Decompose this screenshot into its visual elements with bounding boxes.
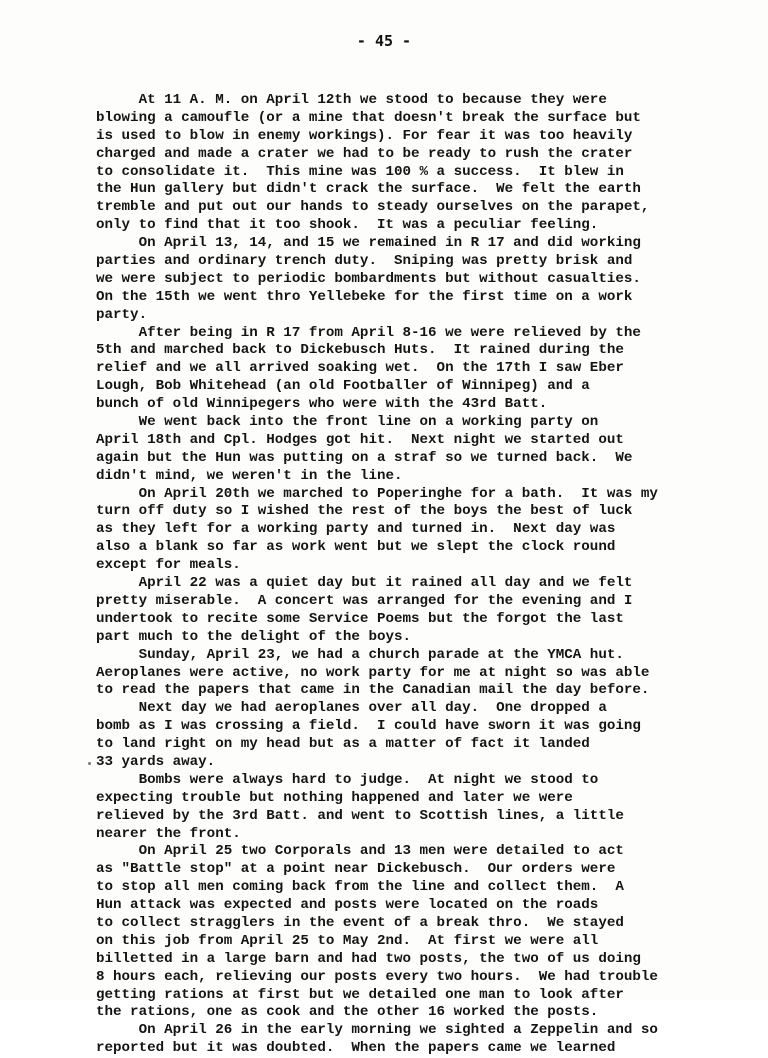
text-line: is used to blow in enemy workings). For fear it was too heavily — [96, 127, 633, 144]
text-line: on this job from April 25 to May 2nd. At first we were all — [96, 932, 599, 949]
text-line: to land right on my head but as a matter of fact it landed — [96, 736, 590, 753]
text-line: party. — [96, 306, 148, 323]
text-line: to consolidate it. This mine was 100 % a success. It blew in — [96, 163, 624, 180]
text-line: bunch of old Winnipegers who were with the 43rd Batt. — [96, 396, 548, 413]
text-line: reported but it was doubted. When the papers came we learned — [96, 1040, 616, 1057]
text-line: relieved by the 3rd Batt. and went to Scottish lines, a little — [96, 807, 624, 824]
text-line: charged and made a crater we had to be ready to rush the crater — [96, 145, 633, 162]
text-line: Bombs were always hard to judge. At night we stood to — [96, 771, 599, 788]
page-number: - 45 - — [356, 32, 412, 50]
scan-speck — [88, 762, 91, 765]
text-line: Next day we had aeroplanes over all day. One dropped a — [96, 700, 607, 717]
text-line: undertook to recite some Service Poems but the forgot the last — [96, 610, 624, 627]
text-line: On the 15th we went thro Yellebeke for the first time on a work — [96, 288, 633, 305]
text-line: April 18th and Cpl. Hodges got hit. Next night we started out — [96, 431, 624, 448]
text-line: turn off duty so I wished the rest of the boys the best of luck — [96, 503, 633, 520]
text-line: blowing a camoufle (or a mine that doesn't break the surface but — [96, 109, 641, 126]
text-line: On April 20th we marched to Poperinghe for a bath. It was my — [96, 485, 658, 502]
text-line: We went back into the front line on a working party on — [96, 414, 599, 431]
text-line: to collect stragglers in the event of a break thro. We stayed — [96, 914, 624, 931]
text-line: Lough, Bob Whitehead (an old Footballer of Winnipeg) and a — [96, 378, 590, 395]
text-line: billetted in a large barn and had two posts, the two of us doing — [96, 950, 641, 967]
text-line: April 22 was a quiet day but it rained all day and we felt — [96, 575, 633, 592]
text-line: On April 26 in the early morning we sighted a Zeppelin and so — [96, 1022, 658, 1039]
text-line: 8 hours each, relieving our posts every two hours. We had trouble — [96, 968, 658, 985]
text-line: relief and we all arrived soaking wet. On the 17th I saw Eber — [96, 360, 624, 377]
text-line: the Hun gallery but didn't crack the surface. We felt the earth — [96, 181, 641, 198]
text-line: expecting trouble but nothing happened and later we were — [96, 789, 573, 806]
text-line: On April 13, 14, and 15 we remained in R 17 and did working — [96, 235, 641, 252]
text-line: After being in R 17 from April 8-16 we were relieved by the — [96, 324, 641, 341]
text-line: the rations, one as cook and the other 16 worked the posts. — [96, 1004, 599, 1021]
text-line: bomb as I was crossing a field. I could have sworn it was going — [96, 718, 641, 735]
text-line: except for meals. — [96, 557, 241, 574]
text-line: Sunday, April 23, we had a church parade at the YMCA hut. — [96, 646, 624, 663]
text-line: Hun attack was expected and posts were located on the roads — [96, 897, 599, 914]
text-line: At 11 A. M. on April 12th we stood to because they were — [96, 92, 607, 108]
text-line: also a blank so far as work went but we slept the clock round — [96, 539, 616, 556]
text-line: On April 25 two Corporals and 13 men were detailed to act — [96, 843, 624, 860]
text-line: tremble and put out our hands to steady ourselves on the parapet, — [96, 199, 650, 216]
text-line: part much to the delight of the boys. — [96, 628, 412, 645]
diary-text — [96, 92, 716, 1058]
text-line: to stop all men coming back from the line and collect them. A — [96, 879, 624, 896]
text-line: as they left for a working party and turned in. Next day was — [96, 521, 616, 538]
text-line: as "Battle stop" at a point near Dickebusch. Our orders were — [96, 861, 616, 878]
text-line: didn't mind, we weren't in the line. — [96, 467, 403, 484]
text-line: Aeroplanes were active, no work party for me at night so was able — [96, 664, 650, 681]
text-line: to read the papers that came in the Canadian mail the day before. — [96, 682, 650, 699]
text-line: 5th and marched back to Dickebusch Huts. It rained during the — [96, 342, 624, 359]
text-line: we were subject to periodic bombardments but without casualties. — [96, 270, 641, 287]
text-line: parties and ordinary trench duty. Sniping was pretty brisk and — [96, 253, 633, 270]
text-line: again but the Hun was putting on a straf so we turned back. We — [96, 449, 633, 466]
text-line: pretty miserable. A concert was arranged for the evening and I — [96, 592, 633, 609]
text-line: getting rations at first but we detailed one man to look after — [96, 986, 624, 1003]
text-line: only to find that it too shook. It was a peculiar feeling. — [96, 217, 599, 234]
text-line: nearer the front. — [96, 825, 241, 842]
text-line: 33 yards away. — [96, 753, 216, 770]
